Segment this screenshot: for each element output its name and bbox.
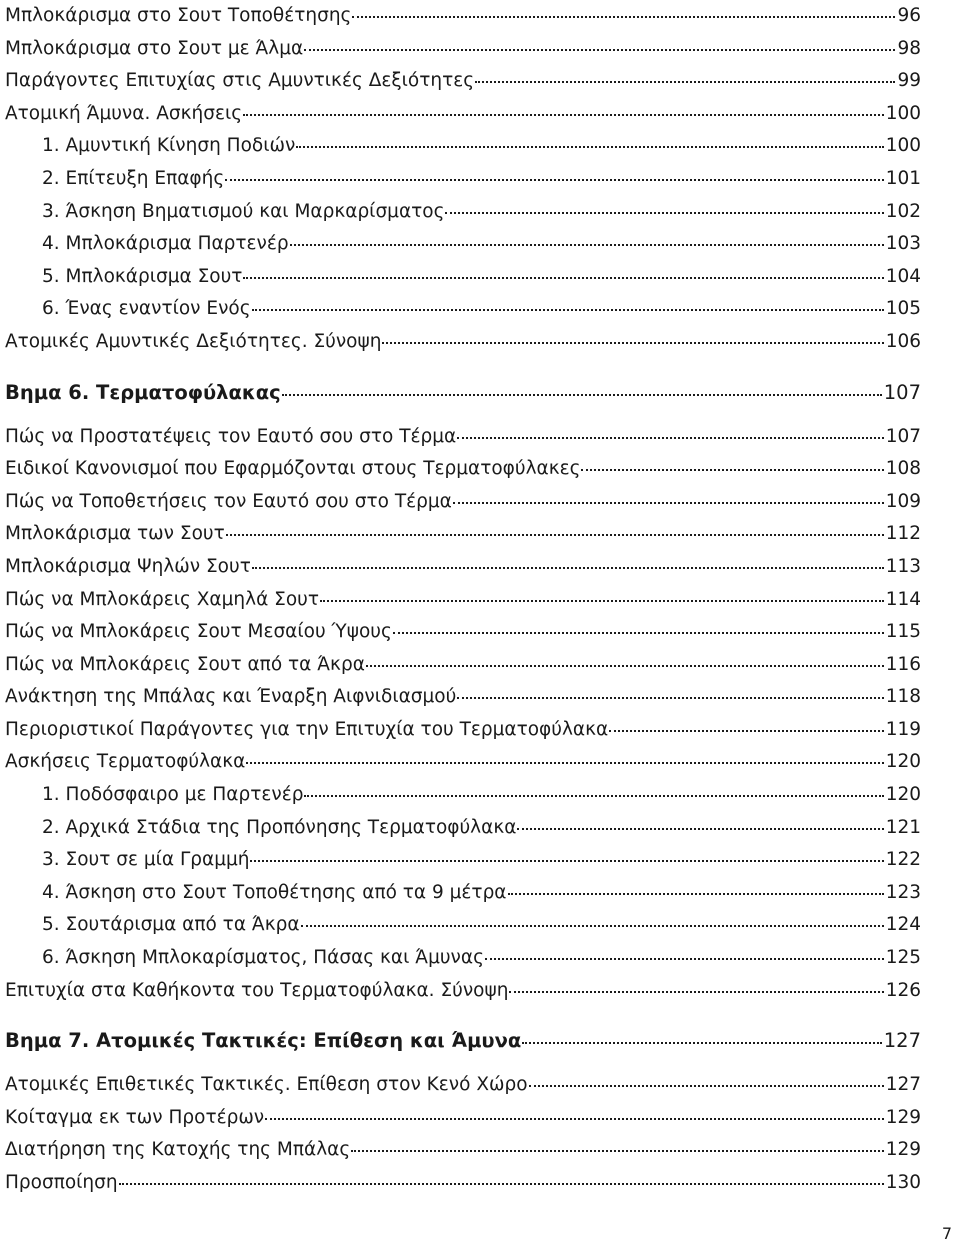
toc-entry	[5, 293, 921, 326]
toc-entry	[5, 453, 921, 486]
toc-entry-title: Περιοριστικοί Παράγοντες για την Επιτυχία του Τερματοφύλακα	[5, 718, 609, 740]
toc-entry-title: Επιτυχία στα Καθήκοντα του Τερματοφύλακα. Σύνοψη	[5, 979, 509, 1001]
dot-leader	[246, 761, 883, 764]
toc-entry-title: Πώς να Μπλοκάρεις Χαμηλά Σουτ	[5, 588, 319, 610]
dot-leader	[320, 599, 884, 602]
toc-entry	[5, 65, 921, 98]
toc-entry-page: 127	[883, 1029, 921, 1053]
toc-entry	[5, 1069, 921, 1102]
toc-entry	[5, 779, 921, 812]
dot-leader	[508, 892, 884, 895]
toc-entry	[5, 518, 921, 551]
toc-entry	[5, 130, 921, 163]
toc-entry-page: 109	[885, 490, 921, 512]
dot-leader	[225, 178, 883, 181]
toc-entry-title: Ειδικοί Κανονισμοί που Εφαρμόζονται στους Τερματοφύλακες	[5, 458, 581, 480]
toc-entry-title: Ατομικές Αμυντικές Δεξιότητες. Σύνοψη	[5, 330, 382, 352]
toc-entry-title: Βημα 6. Τερματοφύλακας	[5, 380, 281, 404]
dot-leader	[517, 827, 883, 830]
toc-entry-title: 6. Άσκηση Μπλοκαρίσματος, Πάσας και Άμυνας	[42, 947, 484, 969]
toc-entry	[5, 0, 921, 33]
toc-entry-title: Προσποίηση	[5, 1172, 118, 1193]
dot-leader	[252, 308, 884, 311]
toc-entry	[5, 909, 921, 942]
toc-entry-page: 124	[885, 914, 921, 936]
dot-leader	[243, 276, 883, 279]
toc-entry	[5, 1134, 921, 1167]
dot-leader	[301, 924, 884, 927]
dot-leader	[522, 1041, 882, 1044]
toc-entry-title: Βημα 7. Ατομικές Τακτικές: Επίθεση και Άμυνα	[5, 1029, 522, 1053]
toc-entry	[5, 877, 921, 910]
dot-leader	[352, 15, 895, 18]
dot-leader	[485, 957, 884, 960]
toc-entry-page: 130	[885, 1172, 921, 1193]
toc-entry-title: Μπλοκάρισμα στο Σουτ Τοποθέτησης	[5, 5, 352, 26]
toc-entry-title: 6. Ένας εναντίον Ενός	[42, 298, 251, 320]
toc-entry-page: 126	[885, 979, 921, 1001]
table-of-contents	[5, 0, 921, 1200]
toc-entry	[5, 98, 921, 131]
dot-leader	[609, 729, 883, 732]
toc-entry	[5, 584, 921, 617]
toc-entry	[5, 228, 921, 261]
toc-entry-page: 96	[897, 5, 921, 26]
toc-entry-page: 107	[885, 425, 921, 447]
toc-entry-page: 108	[885, 458, 921, 480]
toc-entry-page: 112	[885, 523, 921, 545]
toc-entry	[5, 421, 921, 454]
dot-leader	[243, 113, 884, 116]
dot-leader	[366, 664, 884, 667]
toc-entry-page: 123	[885, 881, 921, 903]
toc-entry-title: Παράγοντες Επιτυχίας στις Αμυντικές Δεξιότητες	[5, 70, 475, 92]
toc-entry	[5, 163, 921, 196]
toc-entry-title: Ασκήσεις Τερματοφύλακα	[5, 751, 246, 773]
toc-entry-title: Ατομικές Επιθετικές Τακτικές. Επίθεση στον Κενό Χώρο	[5, 1074, 528, 1096]
dot-leader	[282, 393, 882, 396]
toc-entry-page: 99	[897, 70, 921, 92]
toc-entry-page: 115	[885, 621, 921, 643]
toc-entry-title: Διατήρηση της Κατοχής της Μπάλας	[5, 1139, 351, 1161]
toc-entry-page: 104	[885, 265, 921, 287]
dot-leader	[296, 145, 883, 148]
toc-entry-title: 1. Αμυντική Κίνηση Ποδιών	[42, 135, 296, 157]
toc-entry	[5, 681, 921, 714]
toc-entry-page: 106	[885, 330, 921, 352]
dot-leader	[581, 468, 883, 471]
toc-entry-title: 3. Σουτ σε μία Γραμμή	[42, 849, 250, 871]
dot-leader	[351, 1149, 883, 1152]
toc-entry-page: 129	[885, 1106, 921, 1128]
toc-entry-page: 101	[885, 167, 921, 189]
toc-entry	[5, 1167, 921, 1200]
toc-entry	[5, 844, 921, 877]
toc-entry-title: Πώς να Τοποθετήσεις τον Εαυτό σου στο Τέρμα	[5, 490, 452, 512]
dot-leader	[265, 1117, 884, 1120]
toc-entry	[5, 812, 921, 845]
dot-leader	[529, 1084, 884, 1087]
toc-entry-page: 116	[885, 653, 921, 675]
toc-entry-title: 4. Άσκηση στο Σουτ Τοποθέτησης από τα 9 μέτρα	[42, 881, 507, 903]
toc-entry-title: Ατομική Άμυνα. Ασκήσεις	[5, 102, 243, 124]
dot-leader	[252, 566, 884, 569]
toc-entry	[5, 616, 921, 649]
toc-entry	[5, 326, 921, 359]
toc-entry-page: 98	[897, 37, 921, 59]
toc-entry-title: Ανάκτηση της Μπάλας και Έναρξη Αιφνιδιασμού	[5, 686, 457, 708]
dot-leader	[382, 341, 883, 344]
toc-entry-title: Πώς να Μπλοκάρεις Σουτ Μεσαίου Ύψους	[5, 621, 392, 643]
toc-entry	[5, 196, 921, 229]
toc-entry-page: 121	[885, 816, 921, 838]
toc-entry-page: 129	[885, 1139, 921, 1161]
toc-entry-title: Μπλοκάρισμα Ψηλών Σουτ	[5, 555, 251, 577]
toc-entry	[5, 486, 921, 519]
toc-section-heading	[5, 1024, 921, 1058]
dot-leader	[445, 211, 883, 214]
toc-entry	[5, 975, 921, 1008]
toc-entry-page: 125	[885, 947, 921, 969]
toc-entry-title: Μπλοκάρισμα στο Σουτ με Άλμα	[5, 37, 304, 59]
toc-entry-title: 3. Άσκηση Βηματισμού και Μαρκαρίσματος	[42, 200, 445, 222]
dot-leader	[304, 794, 883, 797]
dot-leader	[290, 243, 884, 246]
page-number: 7	[941, 1224, 952, 1243]
dot-leader	[475, 80, 895, 83]
toc-entry	[5, 649, 921, 682]
dot-leader	[453, 501, 884, 504]
toc-entry	[5, 746, 921, 779]
toc-entry-page: 100	[885, 102, 921, 124]
toc-entry	[5, 551, 921, 584]
dot-leader	[457, 436, 883, 439]
toc-entry-page: 120	[885, 784, 921, 806]
toc-entry-title: Πώς να Προστατέψεις τον Εαυτό σου στο Τέρμα	[5, 425, 457, 447]
toc-entry-title: 2. Επίτευξη Επαφής	[42, 167, 225, 189]
toc-entry-title: Μπλοκάρισμα των Σουτ	[5, 523, 225, 545]
toc-entry-page: 119	[885, 718, 921, 740]
toc-entry-page: 102	[885, 200, 921, 222]
toc-entry-page: 118	[885, 686, 921, 708]
toc-entry-page: 113	[885, 555, 921, 577]
toc-entry-page: 103	[885, 233, 921, 255]
dot-leader	[250, 859, 883, 862]
toc-entry-page: 105	[885, 298, 921, 320]
toc-entry-title: 1. Ποδόσφαιρο με Παρτενέρ	[42, 784, 304, 806]
toc-entry-title: Κοίταγμα εκ των Προτέρων	[5, 1106, 265, 1128]
toc-entry	[5, 33, 921, 66]
dot-leader	[304, 48, 895, 51]
toc-entry-title: 5. Σουτάρισμα από τα Άκρα	[42, 914, 300, 936]
toc-entry-title: 2. Αρχικά Στάδια της Προπόνησης Τερματοφύλακα	[42, 816, 517, 838]
toc-entry-page: 114	[885, 588, 921, 610]
toc-entry-page: 120	[885, 751, 921, 773]
toc-entry	[5, 261, 921, 294]
toc-entry-page: 127	[885, 1074, 921, 1096]
dot-leader	[119, 1182, 884, 1185]
dot-leader	[457, 696, 883, 699]
dot-leader	[509, 990, 883, 993]
toc-entry	[5, 1102, 921, 1135]
toc-entry-title: 4. Μπλοκάρισμα Παρτενέρ	[42, 233, 289, 255]
toc-entry-title: 5. Μπλοκάρισμα Σουτ	[42, 265, 243, 287]
dot-leader	[393, 631, 884, 634]
toc-entry	[5, 714, 921, 747]
toc-entry-page: 122	[885, 849, 921, 871]
toc-entry-page: 107	[883, 380, 921, 404]
toc-entry-page: 100	[885, 135, 921, 157]
toc-entry-title: Πώς να Μπλοκάρεις Σουτ από τα Άκρα	[5, 653, 365, 675]
toc-entry	[5, 942, 921, 975]
toc-section-heading	[5, 376, 921, 410]
dot-leader	[226, 533, 884, 536]
